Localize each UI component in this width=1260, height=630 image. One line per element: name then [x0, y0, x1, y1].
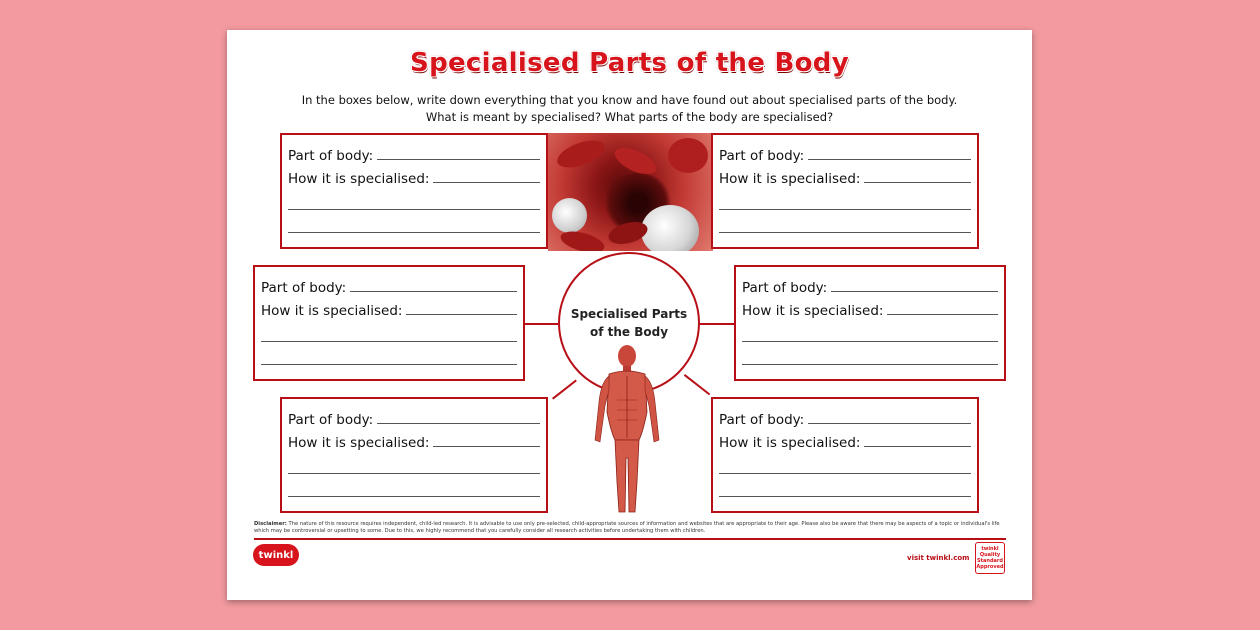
part-of-body-label: Part of body: [742, 280, 828, 296]
write-line[interactable] [808, 422, 971, 424]
quality-badge-icon [975, 542, 1005, 574]
write-line[interactable] [808, 158, 971, 160]
write-line[interactable] [887, 313, 998, 315]
write-line[interactable] [719, 474, 971, 497]
badge-subtitle: Quality Standard Approved [976, 552, 1004, 570]
write-line[interactable] [288, 474, 540, 497]
connector-line [684, 374, 710, 395]
part-of-body-label: Part of body: [719, 148, 805, 164]
write-line[interactable] [719, 210, 971, 233]
connector-line [525, 323, 558, 325]
write-line[interactable] [719, 187, 971, 210]
how-specialised-label: How it is specialised: [742, 303, 884, 319]
part-of-body-label: Part of body: [288, 148, 374, 164]
write-line[interactable] [288, 451, 540, 474]
answer-box-top-left[interactable] [280, 133, 548, 249]
human-muscle-figure-image [589, 342, 665, 518]
how-specialised-label: How it is specialised: [288, 435, 430, 451]
worksheet-page [227, 30, 1032, 600]
page-title: Specialised Parts of the Body [410, 48, 849, 78]
write-line[interactable] [261, 319, 517, 342]
how-specialised-label: How it is specialised: [719, 435, 861, 451]
write-line[interactable] [377, 422, 540, 424]
write-line[interactable] [742, 342, 998, 365]
write-line[interactable] [742, 319, 998, 342]
connector-line [700, 323, 734, 325]
center-topic-label: Specialised Parts of the Body [570, 307, 688, 339]
write-line[interactable] [377, 158, 540, 160]
write-line[interactable] [406, 313, 517, 315]
instructions-line-1: In the boxes below, write down everything that you know and have found out about specialised parts of the body. [301, 93, 958, 107]
write-line[interactable] [261, 342, 517, 365]
part-of-body-label: Part of body: [719, 412, 805, 428]
answer-box-middle-right[interactable] [734, 265, 1006, 381]
instructions [227, 92, 1032, 126]
disclaimer-heading: Disclaimer: [254, 521, 287, 527]
instructions-line-2: What is meant by specialised? What parts of the body are specialised? [425, 110, 834, 124]
part-of-body-label: Part of body: [261, 280, 347, 296]
footer-divider [254, 538, 1006, 540]
write-line[interactable] [831, 290, 998, 292]
disclaimer [254, 521, 1014, 535]
write-line[interactable] [864, 181, 971, 183]
answer-box-bottom-right[interactable] [711, 397, 979, 513]
write-line[interactable] [288, 187, 540, 210]
write-line[interactable] [350, 290, 517, 292]
how-specialised-label: How it is specialised: [288, 171, 430, 187]
write-line[interactable] [433, 181, 540, 183]
twinkl-logo[interactable]: twinkl [253, 544, 299, 566]
connector-line [552, 380, 577, 400]
how-specialised-label: How it is specialised: [261, 303, 403, 319]
disclaimer-text: The nature of this resource requires independent, child-led research. It is advisable to use only pre-selected, child-appropriate sources of information and websites that are appropriate to their age. Please also be aware that there may be aspects of a topic or individual's life which may be controversial or upsetting to some. Due to this, we highly recommend that you carefully consider all research activities before undertaking them with children. [254, 521, 1000, 534]
write-line[interactable] [864, 445, 971, 447]
answer-box-middle-left[interactable] [253, 265, 525, 381]
blood-cells-image [548, 133, 713, 251]
write-line[interactable] [433, 445, 540, 447]
write-line[interactable] [288, 210, 540, 233]
answer-box-top-right[interactable] [711, 133, 979, 249]
visit-link[interactable]: visit twinkl.com [907, 554, 970, 562]
part-of-body-label: Part of body: [288, 412, 374, 428]
answer-box-bottom-left[interactable] [280, 397, 548, 513]
how-specialised-label: How it is specialised: [719, 171, 861, 187]
badge-title: twinkl [981, 546, 999, 552]
write-line[interactable] [719, 451, 971, 474]
